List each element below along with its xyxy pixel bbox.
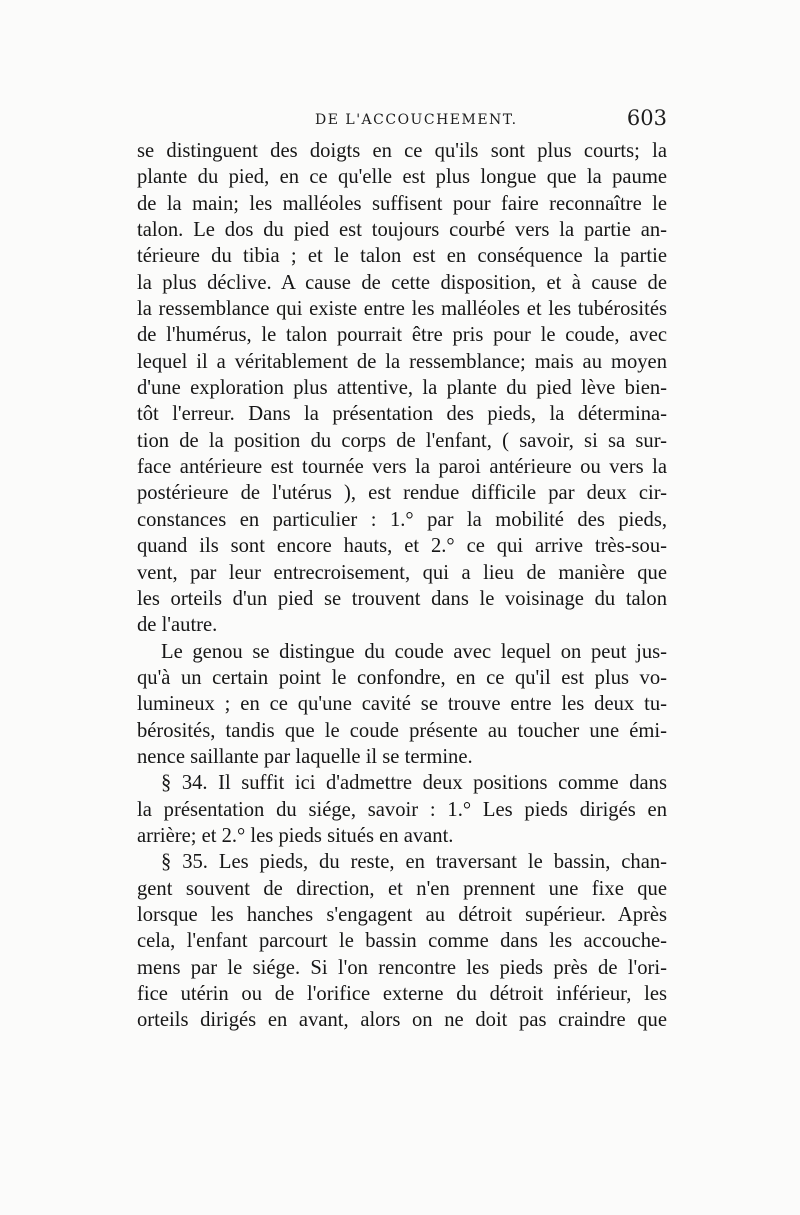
paragraph-end-line: de l'autre. — [137, 614, 218, 637]
text-line: la ressemblance qui existe entre les malléoles et les tubérosités — [137, 298, 667, 321]
text-line: de la main; les malléoles suffisent pour faire reconnaître le — [137, 192, 667, 215]
page-header — [137, 106, 667, 136]
text-line: qu'à un certain point le confondre, en ce qu'il est plus vo- — [137, 666, 667, 689]
text-line: la présentation du siége, savoir : 1.° Les pieds dirigés en — [137, 798, 667, 821]
text-line: postérieure de l'utérus ), est rendue difficile par deux cir- — [137, 482, 667, 505]
text-line: lequel il a véritablement de la ressemblance; mais au moyen — [137, 350, 667, 373]
section-34-line: § 34. Il suffit ici d'admettre deux positions comme dans — [161, 772, 667, 795]
text-line: de l'humérus, le talon pourrait être pris pour le coude, avec — [137, 324, 667, 347]
paragraph-end-line: nence saillante par laquelle il se termine. — [137, 745, 473, 768]
text-line: orteils dirigés en avant, alors on ne doit pas craindre que — [137, 1009, 667, 1032]
text-line: se distinguent des doigts en ce qu'ils sont plus courts; la — [137, 140, 667, 162]
text-line: lorsque les hanches s'engagent au détroit supérieur. Après — [137, 903, 667, 926]
paragraph-start-line: Le genou se distingue du coude avec lequel on peut jus- — [161, 640, 667, 663]
text-line: vent, par leur entrecroisement, qui a lieu de manière que — [137, 561, 667, 584]
page-number: 603 — [626, 106, 667, 130]
text-line: gent souvent de direction, et n'en prennent une fixe que — [137, 877, 667, 900]
text-line: les orteils d'un pied se trouvent dans le voisinage du talon — [137, 587, 667, 610]
text-line: tôt l'erreur. Dans la présentation des pieds, la détermina- — [137, 403, 667, 426]
body-text — [137, 138, 667, 1034]
text-line: lumineux ; en ce qu'une cavité se trouve entre les deux tu- — [137, 693, 667, 716]
running-head: DE L'ACCOUCHEMENT. — [315, 112, 518, 128]
text-line: cela, l'enfant parcourt le bassin comme dans les accouche- — [137, 930, 667, 953]
text-line: la plus déclive. A cause de cette disposition, et à cause de — [137, 271, 667, 294]
text-line: térieure du tibia ; et le talon est en conséquence la partie — [137, 245, 667, 268]
text-line: tion de la position du corps de l'enfant, ( savoir, si sa sur- — [137, 429, 667, 452]
text-line: quand ils sont encore hauts, et 2.° ce qui arrive très-sou- — [137, 535, 667, 558]
text-line: fice utérin ou de l'orifice externe du détroit inférieur, les — [137, 983, 667, 1005]
text-line: mens par le siége. Si l'on rencontre les pieds près de l'ori- — [137, 956, 667, 979]
text-line: talon. Le dos du pied est toujours courbé vers la partie an- — [137, 219, 667, 242]
section-35-line: § 35. Les pieds, du reste, en traversant le bassin, chan- — [161, 851, 667, 874]
paragraph-end-line: arrière; et 2.° les pieds situés en avant. — [137, 824, 454, 847]
text-line: face antérieure est tournée vers la paroi antérieure ou vers la — [137, 456, 667, 479]
text-line: constances en particulier : 1.° par la mobilité des pieds, — [137, 508, 667, 531]
text-line: plante du pied, en ce qu'elle est plus longue que la paume — [137, 166, 667, 189]
text-line: bérosités, tandis que le coude présente au toucher une émi- — [137, 719, 667, 742]
text-line: d'une exploration plus attentive, la plante du pied lève bien- — [137, 377, 667, 400]
